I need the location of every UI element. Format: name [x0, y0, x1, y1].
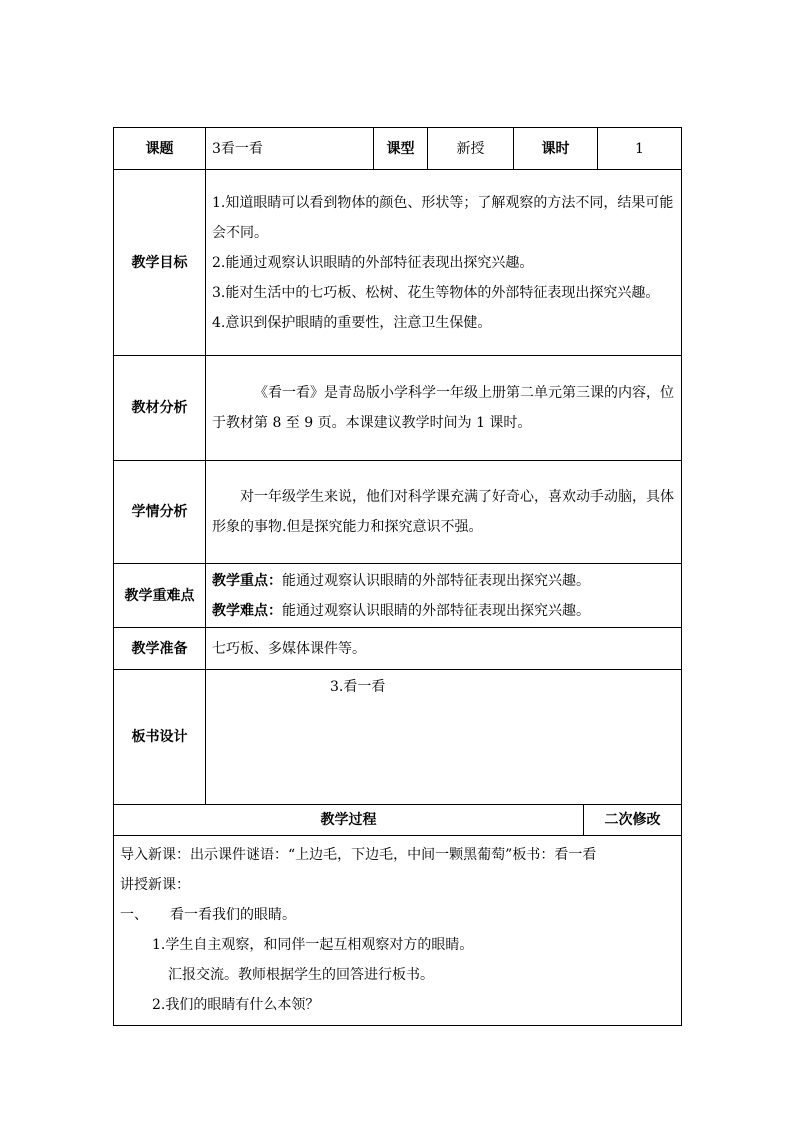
- process-section-1: [120, 900, 675, 930]
- objectives-content: [206, 170, 682, 356]
- objective-item: 1.知道眼睛可以看到物体的颜色、形状等；了解观察的方法不同，结果可能会不同。: [212, 194, 674, 241]
- process-content: [114, 836, 682, 1026]
- process-lecture: 讲授新课：: [120, 877, 190, 893]
- key-point-label: 教学重点：: [212, 572, 282, 589]
- preparation-text: 七巧板、多媒体课件等。: [206, 628, 682, 670]
- material-analysis-text: 《看一看》是青岛版小学科学一年级上册第二单元第三课的内容，位于教材第 8 至 9 页。本课建议教学时间为 1 课时。: [212, 385, 674, 431]
- type-value: 新授: [428, 128, 514, 170]
- preparation-label: 教学准备: [114, 628, 206, 670]
- material-analysis-content: [206, 356, 682, 461]
- preparation-row: [114, 628, 682, 670]
- process-step-2: 2.我们的眼睛有什么本领？: [152, 997, 320, 1013]
- teaching-process-table: [113, 804, 682, 1026]
- header-row: [114, 128, 682, 170]
- process-header-label: 教学过程: [114, 805, 584, 836]
- key-points-content: [206, 564, 682, 628]
- material-analysis-label: 教材分析: [114, 356, 206, 461]
- difficult-point-text: 能通过观察认识眼睛的外部特征表现出探究兴趣。: [282, 602, 590, 619]
- section-1-number: 一、: [120, 907, 148, 923]
- objectives-label: 教学目标: [114, 170, 206, 356]
- section-1-text: 看一看我们的眼睛。: [170, 907, 296, 923]
- process-step-1: 1.学生自主观察，和同伴一起互相观察对方的眼睛。: [152, 937, 474, 953]
- revision-header-label: 二次修改: [584, 805, 682, 836]
- process-header-row: [114, 805, 682, 836]
- lesson-plan-table: [113, 127, 682, 805]
- key-points-row: [114, 564, 682, 628]
- hours-value: 1: [598, 128, 682, 170]
- board-design-label: 板书设计: [114, 670, 206, 805]
- student-analysis-row: [114, 461, 682, 564]
- type-label: 课型: [374, 128, 428, 170]
- topic-label: 课题: [114, 128, 206, 170]
- board-design-text: 3.看一看: [206, 670, 682, 805]
- objective-item: 4.意识到保护眼睛的重要性，注意卫生保健。: [212, 314, 492, 331]
- student-analysis-text: 对一年级学生来说，他们对科学课充满了好奇心，喜欢动手动脑，具体形象的事物.但是探究能力和探究意识不强。: [212, 489, 674, 535]
- process-step-1-sub: 汇报交流。教师根据学生的回答进行板书。: [168, 967, 434, 983]
- material-analysis-row: [114, 356, 682, 461]
- key-point-text: 能通过观察认识眼睛的外部特征表现出探究兴趣。: [282, 572, 590, 589]
- objective-item: 2.能通过观察认识眼睛的外部特征表现出探究兴趣。: [212, 254, 534, 271]
- hours-label: 课时: [514, 128, 598, 170]
- topic-value: 3看一看: [206, 128, 374, 170]
- process-content-row: [114, 836, 682, 1026]
- board-design-row: [114, 670, 682, 805]
- student-analysis-content: [206, 461, 682, 564]
- objectives-row: [114, 170, 682, 356]
- difficult-point-label: 教学难点：: [212, 602, 282, 619]
- objective-item: 3.能对生活中的七巧板、松树、花生等物体的外部特征表现出探究兴趣。: [212, 284, 660, 301]
- student-analysis-label: 学情分析: [114, 461, 206, 564]
- key-points-label: 教学重难点: [114, 564, 206, 628]
- process-intro: 导入新课：出示课件谜语：“上边毛，下边毛，中间一颗黑葡萄”板书：看一看: [120, 847, 597, 863]
